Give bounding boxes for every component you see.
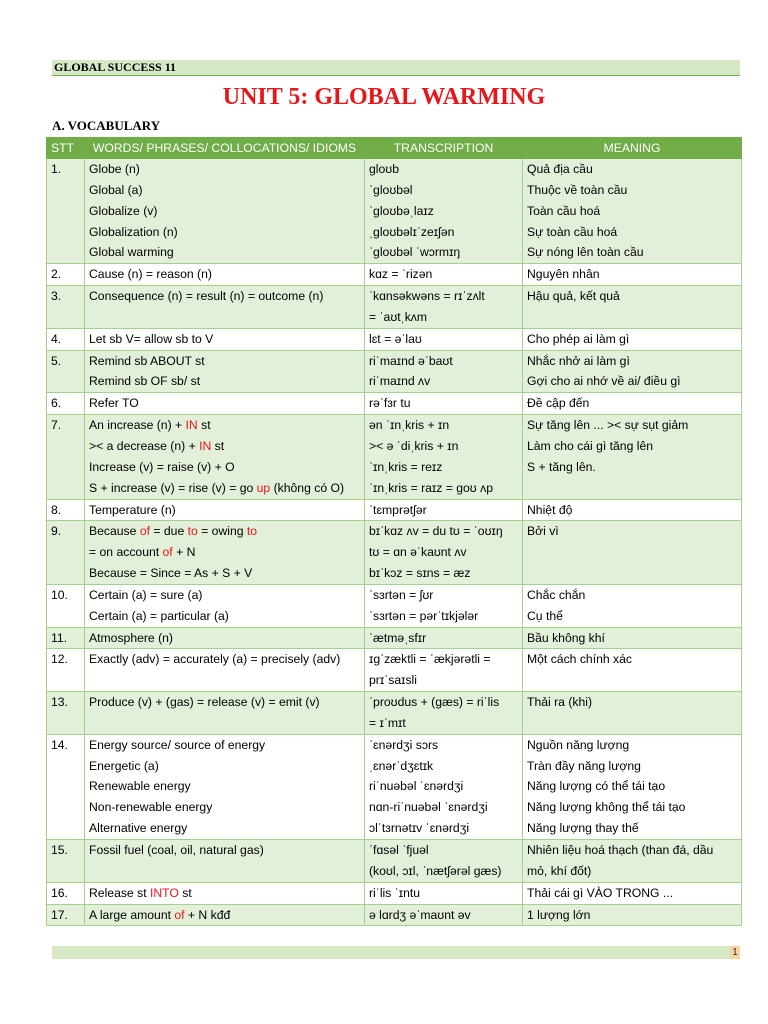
word-text: Temperature (n) — [89, 502, 176, 517]
highlight-text: IN — [199, 438, 212, 453]
transcription-cell — [365, 350, 523, 393]
highlight-text: INTO — [149, 885, 179, 900]
transcription-text: prɪˈsaɪsli — [369, 673, 417, 688]
row-number — [47, 393, 85, 415]
word-text: Because — [89, 524, 140, 539]
meaning-cell — [523, 904, 742, 926]
word-cell — [85, 904, 365, 926]
word-text: Release st — [89, 885, 150, 900]
row-number — [47, 904, 85, 926]
word-text: + N kđđ — [184, 907, 231, 922]
word-line — [89, 393, 360, 414]
table-row — [47, 328, 742, 350]
transcription-text: ən ˈɪnˌkris + ɪn — [369, 418, 450, 433]
row-number-text: 12. — [51, 652, 68, 667]
meaning-text: Nguyên nhân — [527, 267, 600, 282]
meaning-text: Toàn cầu hoá — [527, 203, 601, 218]
meaning-text: Sự nóng lên toàn cầu — [527, 245, 644, 260]
word-text: = due — [150, 524, 188, 539]
word-text: Globalization (n) — [89, 224, 178, 239]
word-cell — [85, 649, 365, 692]
row-number — [47, 159, 85, 264]
row-number-text: 13. — [51, 695, 68, 710]
word-text: st — [211, 438, 225, 453]
word-line — [89, 585, 360, 606]
word-text: Exactly (adv) = accurately (a) = precisely (adv) — [89, 652, 341, 667]
vocabulary-table — [46, 137, 742, 926]
word-cell — [85, 159, 365, 264]
meaning-cell — [523, 649, 742, 692]
transcription-text: >< ə ˈdiˌkris + ɪn — [369, 438, 459, 453]
transcription-cell — [365, 840, 523, 883]
transcription-cell — [365, 692, 523, 735]
meaning-cell — [523, 499, 742, 521]
transcription-text: ə lɑrdʒ əˈmaʊnt əv — [369, 907, 471, 922]
word-line — [89, 222, 360, 243]
meaning-cell — [523, 286, 742, 329]
row-number-text: 14. — [51, 737, 68, 752]
word-line — [89, 436, 360, 457]
highlight-text: to — [187, 524, 198, 539]
transcription-cell — [365, 904, 523, 926]
meaning-cell — [523, 840, 742, 883]
header-bar — [52, 60, 740, 76]
word-text: >< a decrease (n) + — [89, 438, 200, 453]
table-row — [47, 264, 742, 286]
word-text: Global warming — [89, 245, 174, 260]
word-text: Fossil fuel (coal, oil, natural gas) — [89, 843, 264, 857]
transcription-text: ˈkɑnsəkwəns = rɪˈzʌlt — [369, 289, 485, 304]
transcription-text: = ˈaʊtˌkʌm — [369, 309, 428, 324]
transcription-text: lɛt = əˈlaʊ — [369, 331, 422, 346]
transcription-text: nɑn-riˈnuəbəl ˈɛnərdʒi — [369, 800, 488, 815]
row-number-text: 8. — [51, 502, 62, 517]
meaning-text: Quả địa cầu — [527, 162, 593, 176]
row-number-text: 3. — [51, 289, 62, 304]
word-text: Consequence (n) = result (n) = outcome (n) — [89, 289, 324, 304]
transcription-text: ˈsɜrtən = pərˈtɪkjələr — [369, 608, 479, 623]
table-row — [47, 415, 742, 499]
transcription-text: gloʊb — [369, 162, 399, 176]
transcription-cell — [365, 499, 523, 521]
word-line — [89, 180, 360, 201]
page-title: UNIT 5: GLOBAL WARMING — [222, 84, 546, 110]
transcription-text: (koʊl, ɔɪl, ˈnætʃərəl gæs) — [369, 863, 502, 878]
table-row — [47, 627, 742, 649]
row-number-text: 7. — [51, 418, 62, 433]
table-row — [47, 692, 742, 735]
transcription-cell — [365, 328, 523, 350]
footer-bar — [52, 946, 730, 959]
meaning-text: Bởi vì — [527, 524, 559, 539]
transcription-text: ˈgloʊbəl — [369, 182, 413, 197]
meaning-cell — [523, 264, 742, 286]
word-line — [89, 351, 360, 372]
word-text: Global (a) — [89, 182, 143, 197]
meaning-cell — [523, 415, 742, 499]
word-cell — [85, 734, 365, 839]
table-row — [47, 350, 742, 393]
transcription-text: ˈtɛmprətʃər — [369, 502, 427, 517]
transcription-cell — [365, 882, 523, 904]
meaning-cell — [523, 627, 742, 649]
column-header-stt: STT — [47, 138, 85, 159]
meaning-text: Nhiệt độ — [527, 502, 573, 517]
word-line — [89, 201, 360, 222]
meaning-text: Năng lượng không thể tái tạo — [527, 800, 686, 815]
word-text: Remind sb ABOUT st — [89, 353, 205, 368]
meaning-text: 1 lượng lớn — [527, 907, 591, 922]
transcription-text: = ɪˈmɪt — [369, 715, 406, 730]
word-line — [89, 756, 360, 777]
row-number — [47, 627, 85, 649]
word-cell — [85, 264, 365, 286]
word-cell — [85, 328, 365, 350]
meaning-text: Nguồn năng lượng — [527, 737, 630, 752]
row-number-text: 9. — [51, 524, 62, 539]
word-cell — [85, 499, 365, 521]
word-text: Globalize (v) — [89, 203, 158, 218]
highlight-text: of — [139, 524, 150, 539]
header-label: GLOBAL SUCCESS 11 — [54, 60, 177, 74]
word-line — [89, 478, 360, 499]
meaning-text: Thải cái gì VÀO TRONG ... — [527, 885, 674, 900]
meaning-cell — [523, 734, 742, 839]
word-cell — [85, 882, 365, 904]
word-line — [89, 159, 360, 180]
word-line — [89, 457, 360, 478]
transcription-text: riˈlis ˈɪntu — [369, 885, 421, 900]
table-row — [47, 882, 742, 904]
word-line — [89, 264, 360, 285]
transcription-text: ˈɪnˌkris = reɪz — [369, 459, 443, 474]
word-text: Renewable energy — [89, 779, 191, 794]
transcription-text: ˈɪnˌkris = raɪz = goʊ ʌp — [369, 480, 493, 495]
word-text: Because = Since = As + S + V — [89, 566, 253, 581]
row-number-text: 10. — [51, 587, 68, 602]
word-line — [89, 840, 360, 861]
meaning-cell — [523, 584, 742, 627]
meaning-text: Tràn đầy năng lượng — [527, 758, 641, 773]
word-line — [89, 242, 360, 263]
meaning-text: Gợi cho ai nhớ về ai/ điều gì — [527, 374, 681, 389]
word-cell — [85, 286, 365, 329]
table-row — [47, 734, 742, 839]
transcription-text: ˈætməˌsfɪr — [369, 630, 427, 645]
word-text: Certain (a) = sure (a) — [89, 587, 203, 602]
word-line — [89, 286, 360, 307]
transcription-cell — [365, 649, 523, 692]
meaning-cell — [523, 328, 742, 350]
word-text: Increase (v) = raise (v) + O — [89, 459, 235, 474]
transcription-text: kɑz = ˈrizən — [369, 267, 433, 282]
word-text: st — [197, 418, 211, 433]
meaning-text: Cụ thể — [527, 608, 563, 623]
word-text: = owing — [197, 524, 247, 539]
highlight-text: of — [162, 545, 173, 560]
transcription-cell — [365, 286, 523, 329]
word-cell — [85, 584, 365, 627]
row-number — [47, 286, 85, 329]
meaning-text: Làm cho cái gì tăng lên — [527, 438, 654, 453]
meaning-text: Thải ra (khi) — [527, 695, 593, 710]
transcription-text: ɔlˈtɜrnətɪv ˈɛnərdʒi — [369, 821, 470, 836]
word-line — [89, 415, 360, 436]
meaning-text: Nhắc nhở ai làm gì — [527, 353, 630, 368]
transcription-text: bɪˈkɔz = sɪns = æz — [369, 566, 471, 581]
meaning-text: Sự tăng lên ... >< sự sụt giảm — [527, 418, 689, 433]
highlight-text: of — [174, 907, 185, 922]
word-text: S + increase (v) = rise (v) = go — [89, 480, 257, 495]
word-line — [89, 500, 360, 521]
word-text: Atmosphere (n) — [89, 630, 173, 645]
word-text: An increase (n) + — [89, 418, 186, 433]
meaning-text: mỏ, khí đốt) — [527, 863, 592, 878]
row-number-text: 11. — [51, 630, 68, 645]
word-text: st — [178, 885, 192, 900]
word-text: (không có O) — [270, 480, 345, 495]
row-number — [47, 649, 85, 692]
meaning-cell — [523, 159, 742, 264]
word-text: A large amount — [89, 907, 175, 922]
transcription-text: ˈgloʊbəˌlaɪz — [369, 203, 434, 218]
word-cell — [85, 627, 365, 649]
word-line — [89, 905, 360, 926]
word-text: = on account — [89, 545, 163, 560]
meaning-cell — [523, 393, 742, 415]
row-number — [47, 499, 85, 521]
row-number — [47, 328, 85, 350]
row-number — [47, 264, 85, 286]
row-number-text: 4. — [51, 331, 62, 346]
word-cell — [85, 415, 365, 499]
word-line — [89, 521, 360, 542]
row-number — [47, 840, 85, 883]
row-number — [47, 734, 85, 839]
transcription-text: ˈɛnərdʒi sɔrs — [369, 737, 439, 752]
row-number-text: 2. — [51, 267, 62, 282]
transcription-text: ɪgˈzæktli = ˈækjərətli = — [369, 652, 491, 667]
word-text: + N — [172, 545, 196, 560]
transcription-cell — [365, 393, 523, 415]
word-line — [89, 628, 360, 649]
word-line — [89, 606, 360, 627]
table-header-row — [47, 138, 742, 159]
meaning-text: Chắc chắn — [527, 587, 586, 602]
transcription-cell — [365, 584, 523, 627]
word-line — [89, 776, 360, 797]
row-number-text: 6. — [51, 396, 62, 411]
transcription-text: ˈsɜrtən = ʃʊr — [369, 587, 434, 602]
transcription-cell — [365, 264, 523, 286]
highlight-text: up — [256, 480, 271, 495]
row-number — [47, 692, 85, 735]
transcription-cell — [365, 159, 523, 264]
table-row — [47, 286, 742, 329]
table-row — [47, 649, 742, 692]
meaning-cell — [523, 521, 742, 585]
transcription-text: rəˈfɜr tu — [369, 396, 411, 411]
transcription-text: riˈmaɪnd ʌv — [369, 374, 431, 389]
word-text: Globe (n) — [89, 162, 140, 176]
transcription-text: ˈfɑsəl ˈfjuəl — [369, 843, 429, 857]
meaning-text: Thuộc về toàn cầu — [527, 182, 628, 197]
meaning-text: Năng lượng có thể tái tạo — [527, 779, 666, 794]
word-line — [89, 797, 360, 818]
meaning-text — [527, 478, 737, 499]
meaning-text: Bầu không khí — [527, 630, 605, 645]
transcription-cell — [365, 734, 523, 839]
row-number — [47, 350, 85, 393]
table-row — [47, 584, 742, 627]
column-header-meaning: MEANING — [523, 138, 742, 159]
row-number — [47, 882, 85, 904]
meaning-cell — [523, 882, 742, 904]
transcription-text: ˈproʊdus + (gæs) = riˈlis — [369, 695, 500, 710]
word-line — [89, 649, 360, 670]
word-text: Certain (a) = particular (a) — [89, 608, 229, 623]
word-line — [89, 371, 360, 392]
word-cell — [85, 840, 365, 883]
transcription-cell — [365, 627, 523, 649]
row-number-text: 1. — [51, 162, 62, 176]
row-number-text: 16. — [51, 885, 68, 900]
table-row — [47, 521, 742, 585]
word-text: Remind sb OF sb/ st — [89, 374, 201, 389]
meaning-cell — [523, 692, 742, 735]
word-line — [89, 542, 360, 563]
row-number — [47, 521, 85, 585]
meaning-text: Năng lượng thay thế — [527, 821, 639, 836]
transcription-text: bɪˈkɑz ʌv = du tʊ = ˈoʊɪŋ — [369, 524, 503, 539]
table-row — [47, 499, 742, 521]
word-cell — [85, 521, 365, 585]
transcription-text: riˈmaɪnd əˈbaʊt — [369, 353, 453, 368]
meaning-text: Một cách chính xác — [527, 652, 632, 667]
word-line — [89, 692, 360, 713]
row-number-text: 15. — [51, 843, 68, 857]
highlight-text: IN — [185, 418, 198, 433]
meaning-cell — [523, 350, 742, 393]
transcription-text: ˌgloʊbəlɪˈzeɪʃən — [369, 224, 455, 239]
transcription-text: tʊ = ɑn əˈkaʊnt ʌv — [369, 545, 467, 560]
word-line — [89, 818, 360, 839]
meaning-text: Hậu quả, kết quả — [527, 289, 620, 304]
table-row — [47, 159, 742, 264]
meaning-text: Nhiên liệu hoá thạch (than đá, dầu — [527, 843, 714, 857]
word-cell — [85, 393, 365, 415]
row-number-text: 17. — [51, 907, 68, 922]
meaning-text: Sự toàn cầu hoá — [527, 224, 618, 239]
section-heading: A. VOCABULARY — [52, 118, 161, 133]
word-line — [89, 883, 360, 904]
meaning-text: Cho phép ai làm gì — [527, 331, 630, 346]
word-text: Produce (v) + (gas) = release (v) = emit (v) — [89, 695, 320, 710]
transcription-cell — [365, 521, 523, 585]
highlight-text: to — [246, 524, 258, 539]
word-text: Non-renewable energy — [89, 800, 213, 815]
table-row — [47, 393, 742, 415]
row-number — [47, 415, 85, 499]
meaning-text: Đề cập đến — [527, 396, 590, 411]
transcription-text: riˈnuəbəl ˈɛnərdʒi — [369, 779, 464, 794]
word-text: Energetic (a) — [89, 758, 159, 773]
word-text: Let sb V= allow sb to V — [89, 331, 214, 346]
word-text: Cause (n) = reason (n) — [89, 267, 212, 282]
row-number-text: 5. — [51, 353, 62, 368]
table-row — [47, 904, 742, 926]
word-text: Energy source/ source of energy — [89, 737, 266, 752]
word-line — [89, 735, 360, 756]
word-cell — [85, 350, 365, 393]
word-cell — [85, 692, 365, 735]
transcription-text: ˈgloʊbəl ˈwɔrmɪŋ — [369, 245, 461, 260]
word-line — [89, 329, 360, 350]
word-line — [89, 563, 360, 584]
table-row — [47, 840, 742, 883]
word-text: Refer TO — [89, 396, 139, 411]
table-body — [47, 159, 742, 926]
column-header-words: WORDS/ PHRASES/ COLLOCATIONS/ IDIOMS — [85, 138, 365, 159]
word-text: Alternative energy — [89, 821, 188, 836]
page-number: 1 — [730, 946, 740, 959]
row-number — [47, 584, 85, 627]
meaning-text: S + tăng lên. — [527, 459, 596, 474]
column-header-transcription: TRANSCRIPTION — [365, 138, 523, 159]
transcription-cell — [365, 415, 523, 499]
transcription-text: ˌɛnərˈdʒɛtɪk — [369, 758, 434, 773]
